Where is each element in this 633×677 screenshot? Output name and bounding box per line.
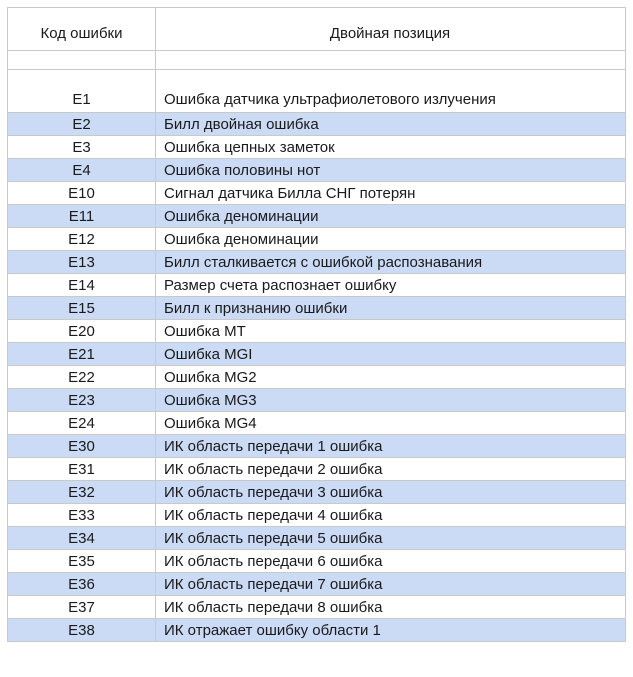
error-code-cell: E20 <box>8 320 156 343</box>
error-code-cell: E34 <box>8 527 156 550</box>
table-row <box>8 504 626 527</box>
table-row <box>8 481 626 504</box>
table-row <box>8 70 626 113</box>
error-description-cell: ИК область передачи 1 ошибка <box>156 435 626 458</box>
table-head <box>8 8 626 70</box>
error-code-table <box>7 7 626 642</box>
table-row <box>8 458 626 481</box>
error-code-cell: E37 <box>8 596 156 619</box>
empty-cell <box>8 51 156 70</box>
table-row <box>8 113 626 136</box>
column-header-error-code: Код ошибки <box>8 8 156 51</box>
error-code-cell: E13 <box>8 251 156 274</box>
error-code-cell: E4 <box>8 159 156 182</box>
table-row <box>8 619 626 642</box>
table-row <box>8 435 626 458</box>
table-row <box>8 182 626 205</box>
table-row <box>8 297 626 320</box>
error-code-cell: E22 <box>8 366 156 389</box>
table-row <box>8 228 626 251</box>
error-description-cell: Ошибка половины нот <box>156 159 626 182</box>
error-description-cell: Билл двойная ошибка <box>156 113 626 136</box>
error-description-cell: Ошибка MG4 <box>156 412 626 435</box>
error-description-cell: ИК область передачи 4 ошибка <box>156 504 626 527</box>
error-description-cell: Ошибка цепных заметок <box>156 136 626 159</box>
error-code-cell: E36 <box>8 573 156 596</box>
table-row <box>8 159 626 182</box>
table-header-row <box>8 8 626 51</box>
error-description-cell: Ошибка датчика ультрафиолетового излучения <box>156 70 626 113</box>
table-row <box>8 205 626 228</box>
error-description-cell: ИК область передачи 3 ошибка <box>156 481 626 504</box>
error-description-cell: Сигнал датчика Билла СНГ потерян <box>156 182 626 205</box>
table-row <box>8 389 626 412</box>
table-row <box>8 366 626 389</box>
error-code-cell: E1 <box>8 70 156 113</box>
error-code-cell: E30 <box>8 435 156 458</box>
error-description-cell: Билл сталкивается с ошибкой распознавания <box>156 251 626 274</box>
error-description-cell: Ошибка деноминации <box>156 228 626 251</box>
table-row <box>8 136 626 159</box>
error-code-cell: E15 <box>8 297 156 320</box>
error-code-cell: E10 <box>8 182 156 205</box>
error-description-cell: Ошибка MG2 <box>156 366 626 389</box>
table-row <box>8 251 626 274</box>
error-code-cell: E33 <box>8 504 156 527</box>
error-description-cell: Ошибка МТ <box>156 320 626 343</box>
table-row <box>8 596 626 619</box>
table-row <box>8 527 626 550</box>
error-code-cell: E14 <box>8 274 156 297</box>
error-code-cell: E35 <box>8 550 156 573</box>
table-row <box>8 274 626 297</box>
error-code-cell: E38 <box>8 619 156 642</box>
error-description-cell: Ошибка MG3 <box>156 389 626 412</box>
empty-spacer-row <box>8 51 626 70</box>
error-code-cell: E12 <box>8 228 156 251</box>
error-description-cell: Ошибка деноминации <box>156 205 626 228</box>
error-code-cell: E23 <box>8 389 156 412</box>
error-description-cell: Ошибка MGI <box>156 343 626 366</box>
error-code-cell: E32 <box>8 481 156 504</box>
table-body <box>8 70 626 642</box>
error-description-cell: ИК область передачи 7 ошибка <box>156 573 626 596</box>
table-row <box>8 412 626 435</box>
error-description-cell: ИК область передачи 5 ошибка <box>156 527 626 550</box>
error-code-cell: E21 <box>8 343 156 366</box>
error-description-cell: ИК отражает ошибку области 1 <box>156 619 626 642</box>
error-description-cell: ИК область передачи 8 ошибка <box>156 596 626 619</box>
error-description-cell: ИК область передачи 6 ошибка <box>156 550 626 573</box>
error-description-cell: Размер счета распознает ошибку <box>156 274 626 297</box>
error-description-cell: ИК область передачи 2 ошибка <box>156 458 626 481</box>
error-description-cell: Билл к признанию ошибки <box>156 297 626 320</box>
table-row <box>8 320 626 343</box>
error-code-cell: E11 <box>8 205 156 228</box>
empty-cell <box>156 51 626 70</box>
column-header-double-position: Двойная позиция <box>156 8 626 51</box>
error-code-cell: E3 <box>8 136 156 159</box>
table-row <box>8 550 626 573</box>
error-code-cell: E24 <box>8 412 156 435</box>
error-code-cell: E31 <box>8 458 156 481</box>
table-row <box>8 573 626 596</box>
error-code-cell: E2 <box>8 113 156 136</box>
table-row <box>8 343 626 366</box>
